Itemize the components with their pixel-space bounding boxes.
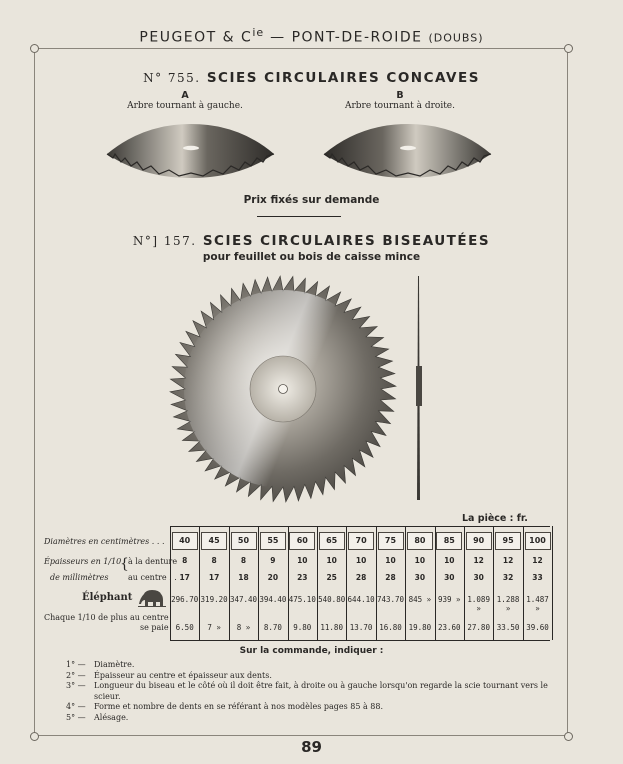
tooth-thickness-cell: 8 bbox=[211, 556, 217, 565]
center-thickness-cell: 28 bbox=[385, 573, 396, 582]
order-item bbox=[66, 713, 556, 724]
tooth-row-label: à la denture bbox=[128, 557, 178, 566]
thickness-brace: { bbox=[120, 556, 129, 572]
diameter-cell: 65 bbox=[319, 532, 345, 550]
section-title-concave bbox=[0, 70, 623, 86]
price-cell: 296.70 bbox=[171, 595, 199, 604]
diameter-cell: 40 bbox=[172, 532, 198, 550]
order-item bbox=[66, 660, 556, 671]
center-thickness-cell: 28 bbox=[355, 573, 367, 582]
extra-price-cell: 23.60 bbox=[438, 623, 461, 632]
variant-caption: Arbre tournant à gauche. bbox=[127, 101, 243, 111]
extra-price-cell: 8 » bbox=[236, 623, 251, 632]
center-thickness-cell: 18 bbox=[238, 573, 249, 582]
tooth-thickness-cell: 10 bbox=[385, 556, 396, 565]
extra-row-label-suffix: se paie bbox=[140, 623, 169, 632]
concave-saw-a-image bbox=[103, 118, 278, 184]
tooth-thickness-cell: 10 bbox=[326, 556, 337, 565]
section-divider bbox=[257, 216, 341, 217]
variant-b bbox=[325, 90, 475, 111]
price-cell: 540.80 bbox=[318, 595, 346, 604]
diameter-cell: 90 bbox=[466, 532, 492, 550]
center-thickness-cell: 25 bbox=[326, 573, 337, 582]
price-cell: 845 » bbox=[408, 595, 432, 604]
thickness-label: Épaisseurs en 1/10 bbox=[44, 557, 122, 566]
price-cell: 347.40 bbox=[229, 595, 258, 604]
order-item-number: 3° — bbox=[66, 681, 86, 691]
order-item-text: Diamètre. bbox=[94, 660, 135, 669]
page-number: 89 bbox=[301, 738, 322, 756]
order-item-number: 4° — bbox=[66, 702, 86, 712]
price-cell: 394.40 bbox=[259, 595, 287, 604]
center-thickness-cell: 23 bbox=[297, 573, 308, 582]
tooth-thickness-cell: 10 bbox=[414, 556, 426, 565]
center-thickness-cell: 30 bbox=[473, 573, 484, 582]
extra-price-cell: 39.60 bbox=[526, 623, 549, 632]
center-row-label: au centre . . bbox=[128, 573, 177, 582]
tooth-thickness-cell: 9 bbox=[270, 556, 276, 565]
tooth-thickness-cell: 12 bbox=[532, 556, 543, 565]
section-title-bevelled bbox=[0, 233, 623, 249]
bevelled-saw-image bbox=[166, 272, 400, 506]
diameter-row-label: Diamètres en centimètres . . . bbox=[44, 537, 165, 546]
diameter-cell: 80 bbox=[407, 532, 433, 550]
center-thickness-cell: 30 bbox=[414, 573, 426, 582]
company-name: PEUGEOT & C bbox=[139, 29, 253, 46]
order-title: Sur la commande, indiquer : bbox=[239, 646, 384, 656]
variant-letter: B bbox=[396, 90, 404, 101]
variant-a bbox=[110, 90, 260, 111]
variant-letter: A bbox=[181, 90, 189, 101]
diameter-cell: 100 bbox=[525, 532, 551, 550]
order-item-text: Forme et nombre de dents en se référant à nos modèles pages 85 à 88. bbox=[94, 702, 384, 712]
center-thickness-cell: 17 bbox=[208, 573, 220, 582]
extra-price-cell: 7 » bbox=[207, 623, 221, 632]
tooth-thickness-cell: 12 bbox=[502, 556, 514, 565]
order-item bbox=[66, 702, 556, 713]
extra-price-cell: 33.50 bbox=[496, 623, 520, 632]
tooth-thickness-cell: 8 bbox=[182, 556, 188, 565]
page-header bbox=[0, 26, 623, 46]
price-cell: 1.288 » bbox=[496, 595, 520, 613]
extra-price-cell: 6.50 bbox=[175, 623, 194, 632]
extra-price-cell: 19.80 bbox=[408, 623, 432, 632]
catalog-number: N°] 157. bbox=[132, 234, 197, 248]
diameter-cell: 95 bbox=[495, 532, 521, 550]
elephant-logo-icon bbox=[138, 588, 166, 608]
thickness-unit-label: de millimètres bbox=[50, 573, 109, 582]
region-name: (DOUBS) bbox=[428, 31, 484, 45]
center-thickness-cell: 20 bbox=[267, 573, 279, 582]
order-item-number: 1° — bbox=[66, 660, 86, 669]
tooth-thickness-cell: 8 bbox=[240, 556, 247, 565]
tooth-thickness-cell: 10 bbox=[355, 556, 367, 565]
variant-caption: Arbre tournant à droite. bbox=[344, 101, 455, 111]
company-suffix: ie bbox=[252, 26, 265, 39]
place-name: PONT-DE-ROIDE bbox=[291, 29, 423, 46]
diameter-cell: 55 bbox=[260, 532, 286, 550]
table-rule bbox=[170, 640, 550, 641]
order-item-number: 5° — bbox=[66, 712, 86, 722]
extra-row-label: Chaque 1/10 de plus au centre bbox=[44, 613, 169, 622]
center-thickness-cell: 33 bbox=[532, 573, 543, 582]
order-item-text: Épaisseur au centre et épaisseur aux dents. bbox=[94, 670, 272, 680]
extra-price-cell: 9.80 bbox=[293, 623, 312, 632]
center-thickness-cell: 30 bbox=[444, 573, 455, 582]
extra-price-cell: 16.80 bbox=[379, 623, 402, 632]
price-note: Prix fixés sur demande bbox=[243, 194, 380, 206]
extra-price-cell: 13.70 bbox=[349, 623, 373, 632]
diameter-cell: 70 bbox=[348, 532, 374, 550]
price-cell: 1.487 » bbox=[526, 595, 549, 613]
diameter-cell: 85 bbox=[436, 532, 462, 550]
header-separator: — bbox=[270, 29, 286, 46]
price-cell: 743.70 bbox=[376, 595, 405, 604]
extra-price-cell: 8.70 bbox=[263, 623, 282, 632]
order-item bbox=[66, 671, 556, 682]
tooth-thickness-cell: 12 bbox=[473, 556, 484, 565]
saw-profile-image bbox=[411, 276, 425, 500]
section-heading: SCIES CIRCULAIRES CONCAVES bbox=[206, 70, 480, 86]
diameter-cell: 60 bbox=[289, 532, 315, 550]
section-heading: SCIES CIRCULAIRES BISEAUTÉES bbox=[202, 233, 491, 249]
price-cell: 319.20 bbox=[200, 595, 228, 604]
section-subtitle: pour feuillet ou bois de caisse mince bbox=[202, 251, 421, 263]
tooth-thickness-cell: 10 bbox=[297, 556, 308, 565]
concave-saw-b-image bbox=[320, 118, 495, 184]
price-cell: 475.10 bbox=[288, 595, 316, 604]
order-item-number: 2° — bbox=[66, 670, 86, 680]
price-cell: 644.10 bbox=[347, 595, 375, 604]
tooth-thickness-cell: 10 bbox=[444, 556, 455, 565]
center-thickness-cell: 32 bbox=[502, 573, 514, 582]
brand-name: Éléphant bbox=[82, 592, 133, 603]
catalog-number: N° 755. bbox=[143, 71, 201, 85]
order-list bbox=[66, 660, 556, 724]
order-item bbox=[66, 681, 556, 702]
corner-ornament bbox=[564, 44, 573, 53]
extra-price-cell: 27.80 bbox=[467, 623, 490, 632]
extra-price-cell: 11.80 bbox=[320, 623, 343, 632]
corner-ornament bbox=[30, 44, 39, 53]
order-item-text: Alésage. bbox=[94, 712, 129, 722]
diameter-cell: 45 bbox=[201, 532, 227, 550]
diameter-cell: 75 bbox=[378, 532, 404, 550]
order-item-text: Longueur du biseau et le côté où il doit être fait, à droite ou à gauche lorsqu'on regarde la scie tournant vers le scieur. bbox=[94, 681, 548, 701]
price-cell: 939 » bbox=[438, 595, 461, 604]
price-cell: 1.089 » bbox=[467, 595, 490, 613]
diameter-cell: 50 bbox=[231, 532, 257, 550]
price-unit: La pièce : fr. bbox=[462, 513, 528, 524]
center-thickness-cell: 17 bbox=[179, 573, 190, 582]
